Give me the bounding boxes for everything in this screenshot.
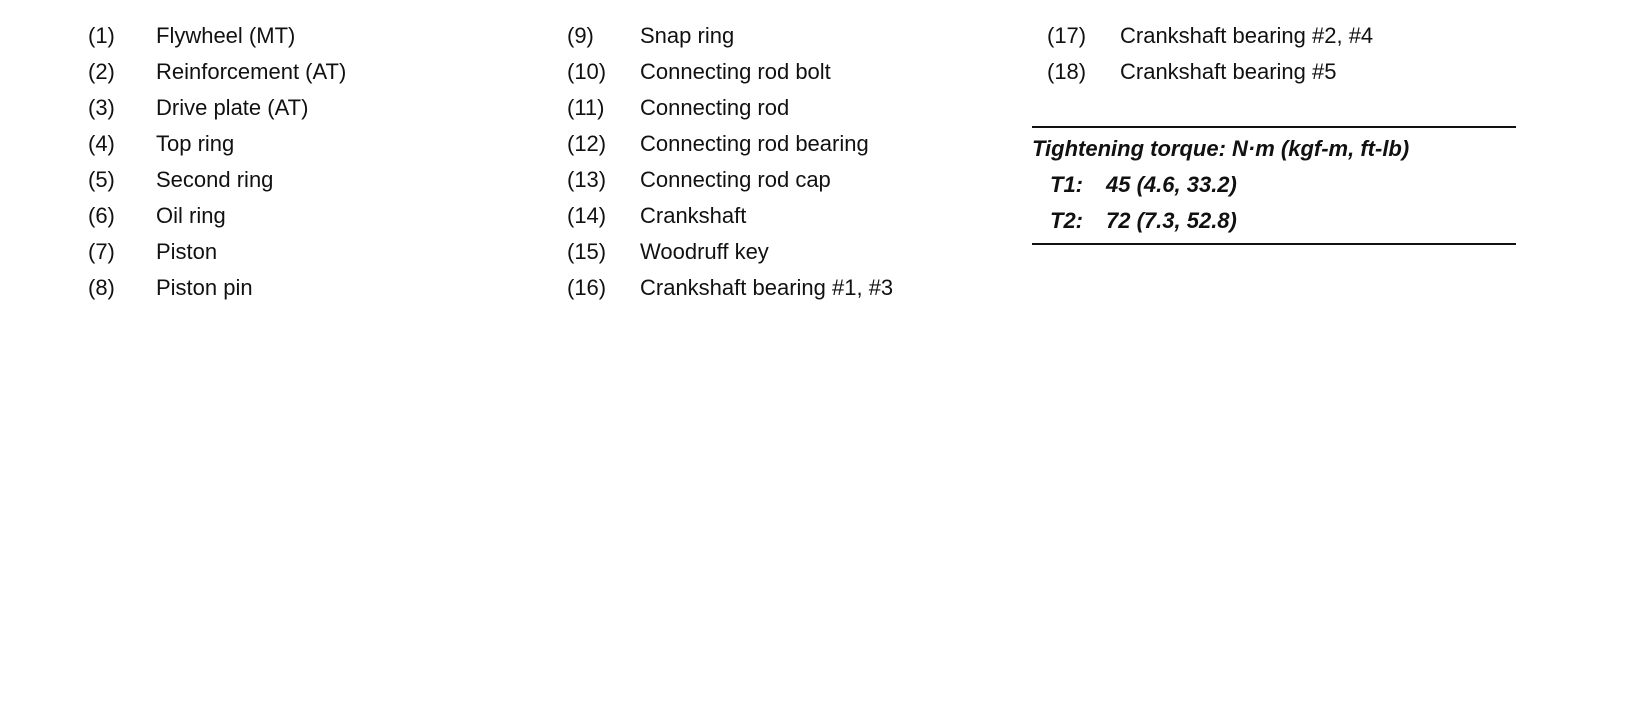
legend-label: Flywheel (MT) bbox=[156, 23, 296, 48]
legend-label: Oil ring bbox=[156, 203, 226, 228]
legend-column-1 bbox=[88, 18, 346, 306]
legend-item bbox=[88, 126, 346, 162]
legend-label: Piston bbox=[156, 239, 218, 264]
legend-label: Top ring bbox=[156, 131, 235, 156]
legend-item bbox=[567, 270, 893, 306]
torque-label: T2: bbox=[1050, 208, 1083, 233]
legend-item bbox=[88, 270, 346, 306]
legend-label: Reinforcement (AT) bbox=[156, 59, 347, 84]
legend-item bbox=[567, 198, 893, 234]
legend-number: (17) bbox=[1047, 23, 1087, 48]
legend-item bbox=[88, 162, 346, 198]
legend-number: (18) bbox=[1047, 59, 1087, 84]
legend-label: Connecting rod bearing bbox=[640, 131, 869, 156]
legend-item bbox=[567, 234, 893, 270]
legend-item bbox=[88, 234, 346, 270]
legend-number: (2) bbox=[88, 59, 115, 84]
legend-number: (3) bbox=[88, 95, 115, 120]
legend-label: Crankshaft bbox=[640, 203, 747, 228]
legend-item bbox=[567, 18, 893, 54]
legend-label: Woodruff key bbox=[640, 239, 769, 264]
legend-number: (8) bbox=[88, 275, 115, 300]
legend-label: Connecting rod bolt bbox=[640, 59, 831, 84]
legend-number: (13) bbox=[567, 167, 607, 192]
legend-number: (1) bbox=[88, 23, 115, 48]
legend-item bbox=[88, 90, 346, 126]
legend-number: (16) bbox=[567, 275, 607, 300]
legend-item bbox=[567, 90, 893, 126]
legend-label: Snap ring bbox=[640, 23, 735, 48]
tightening-torque-table bbox=[1032, 126, 1516, 245]
legend-item bbox=[567, 126, 893, 162]
legend-column-2 bbox=[567, 18, 893, 306]
legend-label: Piston pin bbox=[156, 275, 253, 300]
legend-label: Connecting rod bbox=[640, 95, 790, 120]
legend-number: (15) bbox=[567, 239, 607, 264]
legend-item bbox=[1047, 18, 1373, 54]
legend-number: (7) bbox=[88, 239, 115, 264]
torque-label: T1: bbox=[1050, 172, 1083, 197]
legend-label: Second ring bbox=[156, 167, 274, 192]
legend-item bbox=[88, 18, 346, 54]
torque-row bbox=[1032, 167, 1516, 203]
legend-label: Crankshaft bearing #5 bbox=[1120, 59, 1337, 84]
legend-number: (4) bbox=[88, 131, 115, 156]
legend-item bbox=[567, 162, 893, 198]
legend-label: Connecting rod cap bbox=[640, 167, 831, 192]
legend-number: (12) bbox=[567, 131, 607, 156]
legend-item bbox=[88, 198, 346, 234]
legend-item bbox=[88, 54, 346, 90]
legend-label: Crankshaft bearing #1, #3 bbox=[640, 275, 894, 300]
torque-title: Tightening torque: N·m (kgf-m, ft-lb) bbox=[1032, 136, 1410, 161]
legend-number: (9) bbox=[567, 23, 594, 48]
legend-item bbox=[1047, 54, 1373, 90]
legend-item bbox=[567, 54, 893, 90]
legend-label: Drive plate (AT) bbox=[156, 95, 309, 120]
torque-row bbox=[1032, 203, 1516, 239]
legend-column-3 bbox=[1047, 18, 1373, 90]
legend-number: (14) bbox=[567, 203, 607, 228]
torque-value: 72 (7.3, 52.8) bbox=[1106, 208, 1237, 233]
torque-value: 45 (4.6, 33.2) bbox=[1106, 172, 1237, 197]
legend-number: (10) bbox=[567, 59, 607, 84]
legend-number: (6) bbox=[88, 203, 115, 228]
legend-number: (11) bbox=[567, 95, 605, 120]
legend-number: (5) bbox=[88, 167, 115, 192]
legend-label: Crankshaft bearing #2, #4 bbox=[1120, 23, 1374, 48]
